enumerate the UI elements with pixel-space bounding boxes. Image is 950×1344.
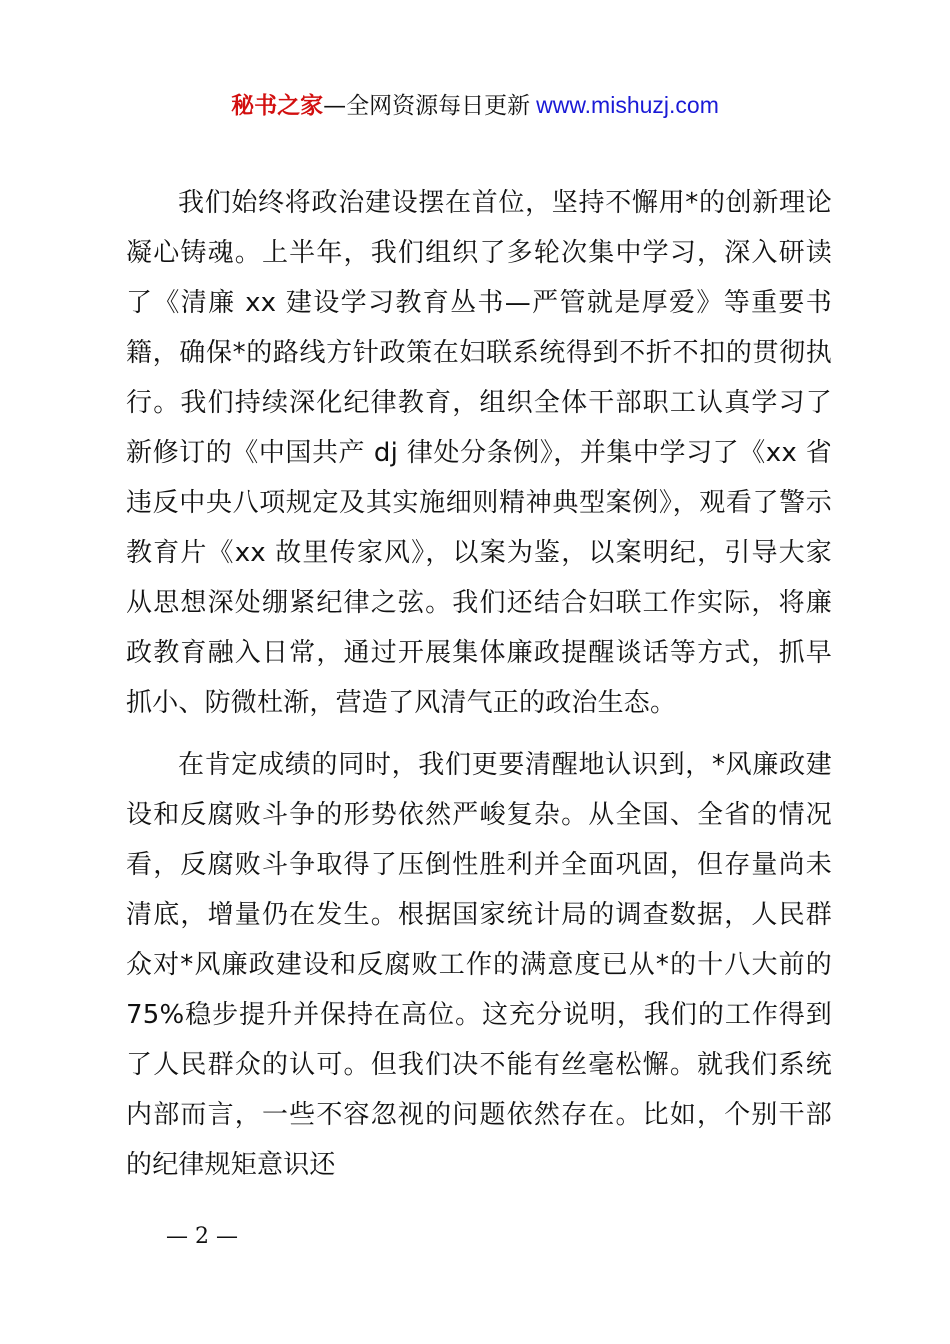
brand-name: 秘书之家 xyxy=(231,93,324,119)
paragraph-2: 在肯定成绩的同时，我们更要清醒地认识到，*风廉政建设和反腐败斗争的形势依然严峻复杂。从全国、全省的情况看，反腐败斗争取得了压倒性胜利并全面巩固，但存量尚未清底，增量仍在发生。根据国家统计局的调查数据，人民群众对*风廉政建设和反腐败工作的满意度已从*的十八大前的 75%稳步提升并保持在高位。这充分说明，我们的工作得到了人民群众的认可。但我们决不能有丝毫松懈。就我们系统内部而言，一些不容忽视的问题依然存在。比如，个别干部的纪律规矩意识还 xyxy=(126,750,832,1180)
document-body xyxy=(126,178,832,1190)
banner-tagline: —全网资源每日更新 xyxy=(323,93,531,119)
page-number: — 2 — xyxy=(166,1224,238,1249)
site-url[interactable]: www.mishuzj.com xyxy=(536,92,719,118)
paragraph-1: 我们始终将政治建设摆在首位，坚持不懈用*的创新理论凝心铸魂。上半年，我们组织了多轮次集中学习，深入研读了《清廉 xx 建设学习教育丛书—严管就是厚爱》等重要书籍，确保*的路线方针政策在妇联系统得到不折不扣的贯彻执行。我们持续深化纪律教育，组织全体干部职工认真学习了新修订的《中国共产 dj 律处分条例》，并集中学习了《xx 省违反中央八项规定及其实施细则精神典型案例》，观看了警示教育片《xx 故里传家风》，以案为鉴，以案明纪，引导大家从思想深处绷紧纪律之弦。我们还结合妇联工作实际，将廉政教育融入日常，通过开展集体廉政提醒谈话等方式，抓早抓小、防微杜渐，营造了风清气正的政治生态。 xyxy=(126,188,832,718)
site-banner xyxy=(0,88,950,123)
